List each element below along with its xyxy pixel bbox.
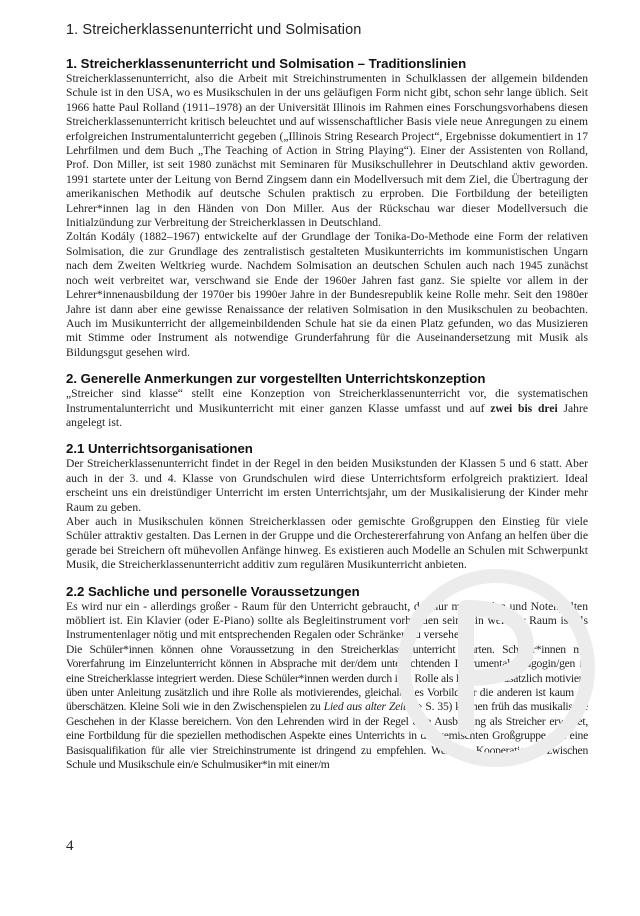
paragraph	[66, 387, 588, 430]
section-heading: 2.2 Sachliche und personelle Voraussetzungen	[66, 583, 360, 599]
paragraph: Streicherklassenunterricht, also die Arbeit mit Streichinstrumenten in Schulklassen der allgemein bildenden Schule ist in den USA, wo es Musikschulen in der uns geläufigen Form nicht gibt, schon sehr lange üblich. Seit 1966 hatte Paul Rolland (1911–1978) an der Universität Illinois im Rahmen eines Forschungsvorhabens diesen Streicherklassenunterricht kritisch beleuchtet und auf wissenschaftlicher Basis viele neue Anregungen zu einem erfolgreichen Instrumentalunterricht gegeben („Illinois String Research Project“, Ergebnisse dokumentiert in 17 Lehrfilmen und dem Buch „The Teaching of Action in String Playing“). Einer der Assistenten von Rolland, Prof. Don Miller, ist seit 1980 zunächst mit Seminaren für Musikschullehrer in Deutschland aktiv geworden. 1991 startete unter der Leitung von Bernd Zingsem dann ein Modellversuch mit dem Ziel, die Übertragung der amerikanischen Methodik auf deutsche Schulen praktisch zu erproben. Die Fortbildung der beteiligten Lehrer*innen lag in den Händen von Don Miller. Aus der Rückschau war dieser Modellversuch die Initialzündung zur Verbreitung der Streicherklassen in Deutschland.	[66, 72, 588, 230]
page-number: 4	[66, 838, 74, 854]
text-run: (⇨ S. 35) können früh das musikalische Geschehen in der Klasse bereichern. Von den Lehrenden wird in der Regel eine Ausbildung als Streicher erwartet, eine Fortbildung für die speziellen methodischen Aspekte eines Unterrichts in der gemischten Großgruppe und eine Basisqualifikation für alle vier Streichinstrumente ist dringend zu empfehlen. Wenn in Kooperationen zwischen Schule und Musikschule ein/e Schulmusiker*in mit einer/m	[66, 700, 588, 772]
paragraph: Aber auch in Musikschulen können Streicherklassen oder gemischte Großgruppen den Einstieg für viele Schüler attraktiv gestalten. Das Lernen in der Gruppe und die Orchestererfahrung von Anfang an helfen über die gerade bei Streichern oft mühevollen Anfänge hinweg. Es existieren auch Modelle an Schulen mit Schwerpunkt Musik, die Streicherklassenunterricht additiv zum regulären Musikunterricht anbieten.	[66, 514, 588, 572]
page-body	[66, 56, 588, 783]
section-voraussetzungen	[66, 584, 588, 773]
paragraph: Es wird nur ein - allerdings großer - Raum für den Unterricht gebraucht, der nur mit Stühlen und Notenpulten möbliert ist. Ein Klavier (oder E-Piano) sollte als Begleitinstrument vorhanden sein. Ein weiterer Raum ist als Instrumentenlager nötig und mit entsprechenden Regalen oder Schränken zu versehen.	[66, 599, 588, 642]
bold-text: zwei bis drei	[490, 401, 558, 415]
paragraph: Zoltán Kodály (1882–1967) entwickelte auf der Grundlage der Tonika-Do-Methode eine Form der relativen Solmisation, die zur Grundlage des zentralistisch gestalteten Musikunterrichts im kommunistischen Ungarn nach dem Zweiten Weltkrieg wurde. Nachdem Solmisation an deutschen Schulen auch nach 1945 zunächst noch weit verbreitet war, verschwand sie Ende der 1960er Jahren fast ganz. Sie spielte vor allem in der Lehrer*innenausbildung der 1970er bis 1990er Jahre in der Bundesrepublik keine Rolle mehr. Seit den 1980er Jahre ist dann aber eine gewisse Renaissance der relativen Solmisation in den Musikschulen zu beobachten. Auch im Musikunterricht der allgemeinbildenden Schule hat sie da einen Platz gefunden, wo das Musizieren mit Stimme oder Instrument als notwendige Grunderfahrung für die Auseinandersetzung mit Musik als Bildungsgut gesehen wird.	[66, 230, 588, 359]
running-title: 1. Streicherklassenunterricht und Solmisation	[66, 22, 362, 38]
section-heading: 1. Streicherklassenunterricht und Solmisation – Traditionslinien	[66, 56, 467, 71]
section-heading: 2.1 Unterrichtsorganisationen	[66, 441, 253, 457]
section-unterrichtsorganisationen	[66, 441, 588, 572]
section-heading: 2. Generelle Anmerkungen zur vorgestellten Unterrichtskonzeption	[66, 371, 486, 387]
text-run: Die Schüler*innen können ohne Voraussetzung in den Streicherklassenunterricht starten. Schüler*innen mit Vorerfahrung im Einzelunterricht können in Absprache mit der/dem unterrichtenden Instrumentalpädagogin/gen in eine Streicherklasse integriert werden. Diese Schüler*innen werden durch ihre Rolle als Experten zusätzlich motiviert, üben unter Anleitung zusätzlich und ihre Rolle als motivierendes, gleichaltriges Vorbild für die anderen ist kaum zu überschätzen. Kleine Soli wie in den Zwischenspielen zu	[66, 642, 588, 714]
text-run: „Streicher sind klasse“ stellt eine Konzeption von Streicherklassenunterricht vor, die systematischen Instrumentalunterricht und Musikunterricht mit einer ganzen Klasse umfasst und auf	[66, 387, 588, 415]
section-traditionslinien	[66, 56, 588, 360]
italic-title: Lied aus alter Zeit	[323, 700, 406, 714]
section-generelle-anmerkungen	[66, 371, 588, 430]
paragraph: Der Streicherklassenunterricht findet in der Regel in den beiden Musikstunden der Klassen 5 und 6 statt. Aber auch in der 3. und 4. Klasse von Grundschulen wird diese Unterrichtsform erfolgreich praktiziert. Ideal erscheint uns ein dreistündiger Unterricht im ersten Unterrichtsjahr, um der Musikalisierung der Kinder mehr Raum zu geben.	[66, 457, 588, 514]
paragraph	[66, 643, 588, 773]
text-run: Jahre angelegt ist.	[66, 401, 588, 429]
